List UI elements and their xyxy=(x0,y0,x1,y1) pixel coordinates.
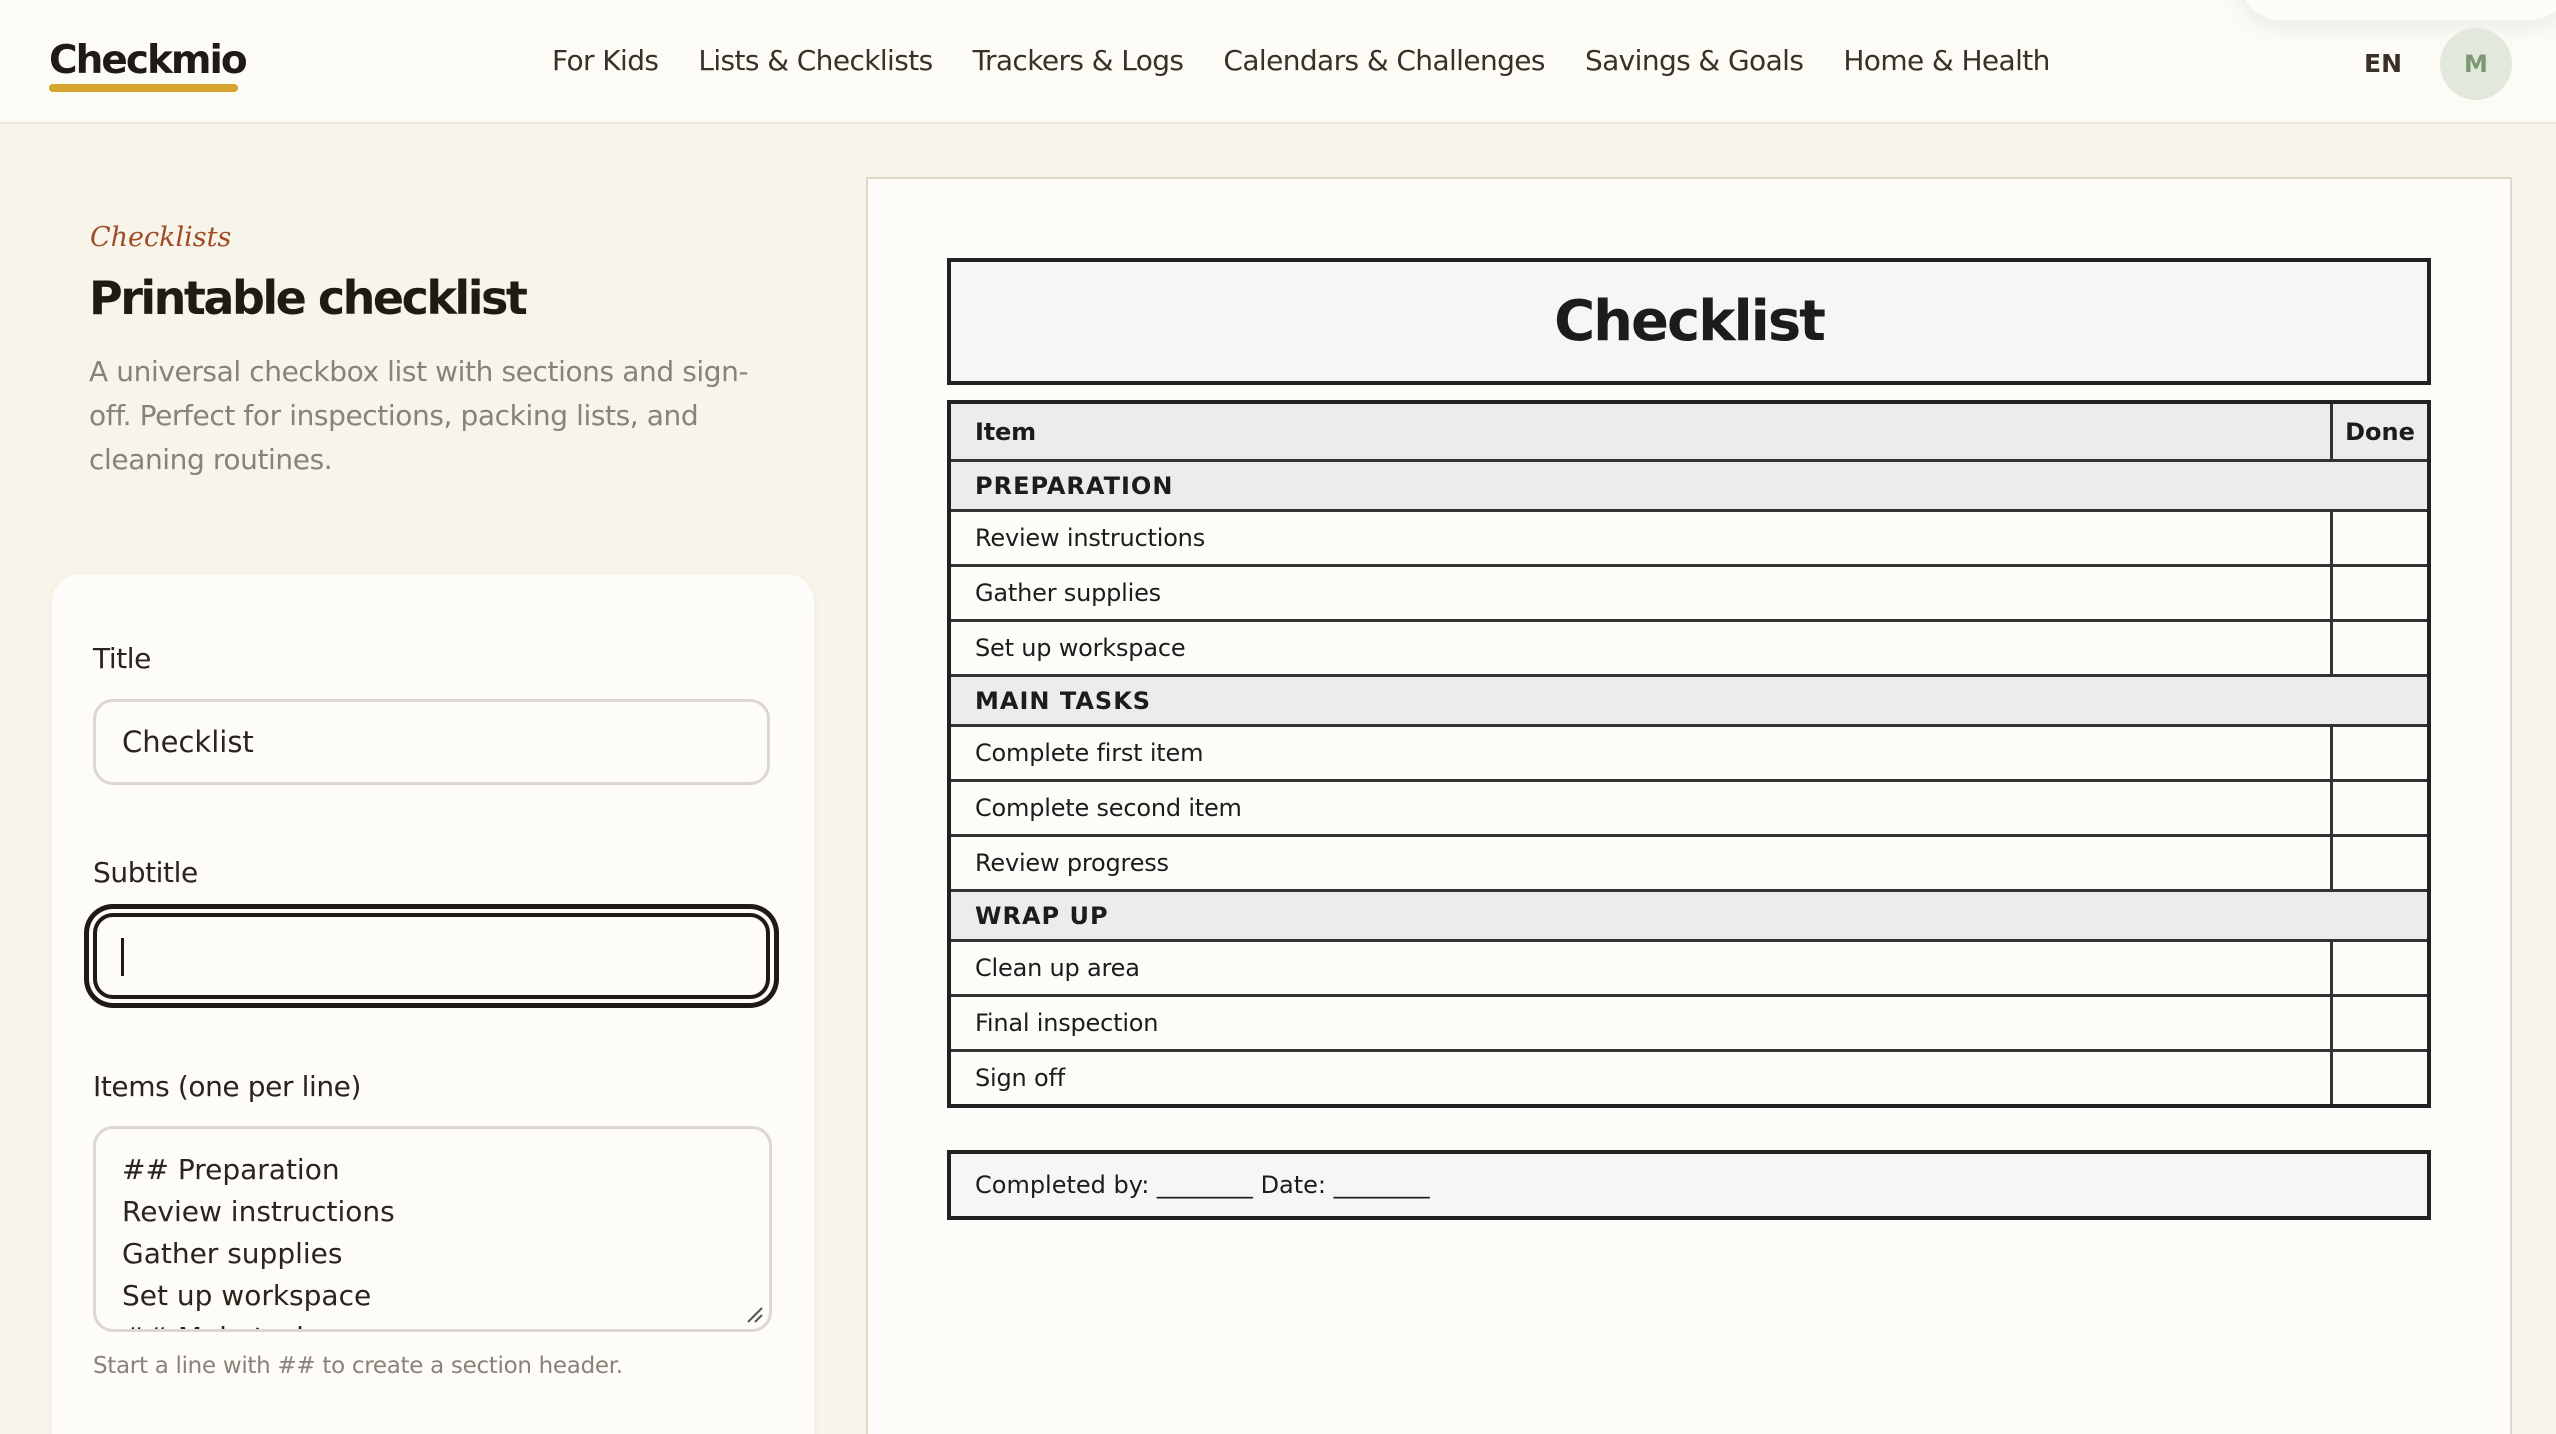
done-checkbox xyxy=(2330,512,2427,564)
section-header-wrap-up: WRAP UP xyxy=(951,889,2427,939)
item-text: Set up workspace xyxy=(975,634,1186,662)
category-eyebrow: Checklists xyxy=(90,222,232,253)
top-header xyxy=(0,0,2556,124)
table-row xyxy=(951,509,2427,564)
done-checkbox xyxy=(2330,782,2427,834)
table-row xyxy=(951,939,2427,994)
logo-underline xyxy=(49,84,238,92)
page-title: Printable checklist xyxy=(89,271,526,325)
table-row xyxy=(951,724,2427,779)
item-text: Final inspection xyxy=(975,1009,1159,1037)
item-text: Gather supplies xyxy=(975,579,1161,607)
logo[interactable]: Checkmio xyxy=(49,38,246,83)
title-label: Title xyxy=(93,642,152,675)
item-text: Review progress xyxy=(975,849,1169,877)
subtitle-input[interactable] xyxy=(93,913,770,999)
table-row xyxy=(951,994,2427,1049)
subtitle-label: Subtitle xyxy=(93,856,198,889)
done-checkbox xyxy=(2330,727,2427,779)
table-row xyxy=(951,619,2427,674)
checklist-title-box xyxy=(947,258,2431,385)
done-checkbox xyxy=(2330,837,2427,889)
nav-calendars-challenges[interactable]: Calendars & Challenges xyxy=(1223,44,1545,77)
table-row xyxy=(951,779,2427,834)
done-checkbox xyxy=(2330,997,2427,1049)
page-description: A universal checkbox list with sections and sign-off. Perfect for inspections, packing lists, and cleaning routines. xyxy=(89,355,749,476)
table-row xyxy=(951,834,2427,889)
header-decoration xyxy=(2240,0,2556,20)
checklist-title: Checklist xyxy=(1554,289,1824,354)
checklist-table xyxy=(947,400,2431,1108)
title-input[interactable] xyxy=(93,699,770,785)
item-text: Complete second item xyxy=(975,794,1242,822)
items-label: Items (one per line) xyxy=(93,1070,362,1103)
section-header-preparation: PREPARATION xyxy=(951,459,2427,509)
nav-home-health[interactable]: Home & Health xyxy=(1843,44,2050,77)
resize-handle-icon[interactable] xyxy=(744,1304,764,1324)
nav-trackers-logs[interactable]: Trackers & Logs xyxy=(972,44,1184,77)
avatar[interactable]: M xyxy=(2440,28,2512,100)
column-header-done: Done xyxy=(2330,404,2427,459)
item-text: Review instructions xyxy=(975,524,1206,552)
section-header-main-tasks: MAIN TASKS xyxy=(951,674,2427,724)
table-row xyxy=(951,1049,2427,1104)
table-header-row xyxy=(951,404,2427,459)
items-hint: Start a line with ## to create a section header. xyxy=(93,1353,623,1379)
item-text: Sign off xyxy=(975,1064,1065,1092)
item-text: Clean up area xyxy=(975,954,1140,982)
nav-savings-goals[interactable]: Savings & Goals xyxy=(1584,44,1804,77)
signoff-footer: Completed by: ________ Date: ________ xyxy=(947,1150,2431,1220)
items-textarea[interactable] xyxy=(93,1126,772,1332)
nav-for-kids[interactable]: For Kids xyxy=(552,44,659,77)
language-switcher[interactable]: EN xyxy=(2364,49,2403,78)
done-checkbox xyxy=(2330,622,2427,674)
table-row xyxy=(951,564,2427,619)
text-caret xyxy=(121,938,124,976)
done-checkbox xyxy=(2330,942,2427,994)
done-checkbox xyxy=(2330,567,2427,619)
column-header-item: Item xyxy=(975,417,1036,446)
item-text: Complete first item xyxy=(975,739,1204,767)
done-checkbox xyxy=(2330,1052,2427,1104)
nav-lists-checklists[interactable]: Lists & Checklists xyxy=(698,44,933,77)
main-nav xyxy=(552,44,2050,77)
